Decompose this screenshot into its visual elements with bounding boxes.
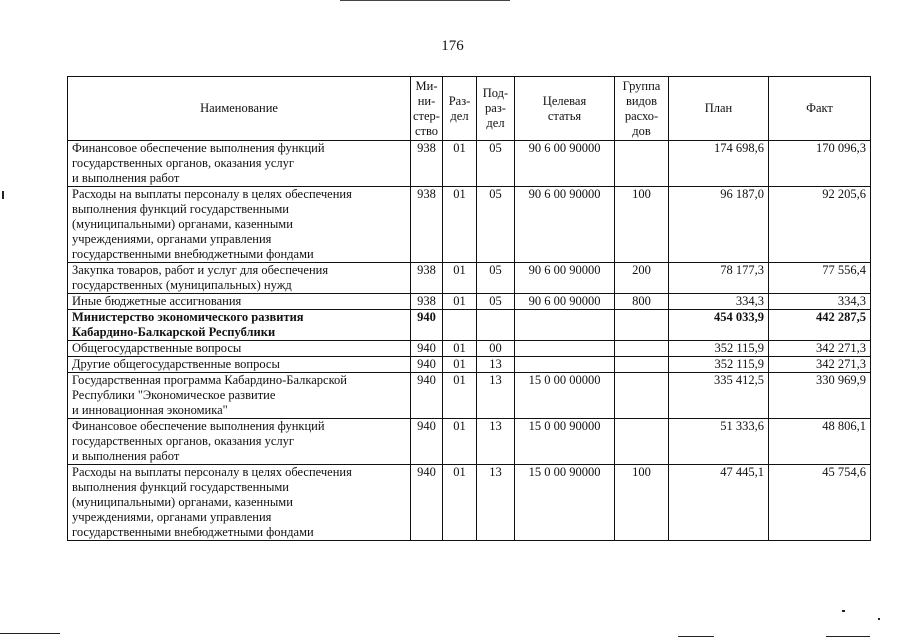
cell-plan: 335 412,5	[669, 373, 769, 419]
cell-fact: 45 754,6	[769, 465, 871, 541]
page-number: 176	[441, 38, 464, 54]
cell-plan: 78 177,3	[669, 263, 769, 294]
cell-fact: 48 806,1	[769, 419, 871, 465]
cell-ministry: 940	[411, 341, 443, 357]
cell-subsection: 05	[477, 141, 515, 187]
scan-top-rule	[340, 0, 510, 1]
cell-section: 01	[443, 373, 477, 419]
cell-expense-group: 200	[615, 263, 669, 294]
cell-section: 01	[443, 263, 477, 294]
header-subsection: Под- раз- дел	[477, 77, 515, 141]
cell-name: Закупка товаров, работ и услуг для обеспечения государственных (муниципальных) нужд	[68, 263, 411, 294]
cell-section: 01	[443, 187, 477, 263]
cell-ministry: 940	[411, 465, 443, 541]
cell-ministry: 938	[411, 263, 443, 294]
cell-expense-group	[615, 341, 669, 357]
cell-subsection: 05	[477, 294, 515, 310]
cell-section: 01	[443, 419, 477, 465]
header-plan: План	[669, 77, 769, 141]
cell-target-article: 15 0 00 90000	[515, 465, 615, 541]
cell-section: 01	[443, 465, 477, 541]
table-row	[68, 310, 871, 341]
cell-name: Финансовое обеспечение выполнения функций государственных органов, оказания услуг и выполнения работ	[68, 141, 411, 187]
cell-plan: 334,3	[669, 294, 769, 310]
cell-expense-group	[615, 419, 669, 465]
cell-target-article: 90 6 00 90000	[515, 187, 615, 263]
scan-speck	[842, 610, 845, 612]
cell-ministry: 940	[411, 310, 443, 341]
cell-fact: 77 556,4	[769, 263, 871, 294]
cell-plan: 352 115,9	[669, 341, 769, 357]
cell-fact: 170 096,3	[769, 141, 871, 187]
cell-target-article	[515, 310, 615, 341]
header-ministry: Ми- ни- стер- ство	[411, 77, 443, 141]
cell-target-article: 90 6 00 90000	[515, 294, 615, 310]
cell-name: Общегосударственные вопросы	[68, 341, 411, 357]
header-target-article: Целевая статья	[515, 77, 615, 141]
header-expense-group: Группа видов расхо- дов	[615, 77, 669, 141]
cell-subsection: 05	[477, 263, 515, 294]
cell-name: Иные бюджетные ассигнования	[68, 294, 411, 310]
cell-ministry: 938	[411, 294, 443, 310]
cell-name: Другие общегосударственные вопросы	[68, 357, 411, 373]
cell-ministry: 938	[411, 187, 443, 263]
table-header-row	[68, 77, 871, 141]
table-body	[68, 141, 871, 541]
cell-name: Расходы на выплаты персоналу в целях обеспечения выполнения функций государственными (муниципальными) органами, казенными учреждениями, органами управления государственными внебюджетными фондами	[68, 465, 411, 541]
header-fact: Факт	[769, 77, 871, 141]
scan-bottom-rule-mid	[678, 636, 714, 637]
cell-subsection	[477, 310, 515, 341]
cell-subsection: 13	[477, 373, 515, 419]
cell-target-article	[515, 357, 615, 373]
table-row	[68, 141, 871, 187]
cell-fact: 342 271,3	[769, 357, 871, 373]
cell-section	[443, 310, 477, 341]
scan-bottom-rule-left	[0, 633, 60, 634]
cell-section: 01	[443, 294, 477, 310]
cell-fact: 342 271,3	[769, 341, 871, 357]
cell-target-article: 90 6 00 90000	[515, 141, 615, 187]
cell-fact: 92 205,6	[769, 187, 871, 263]
table-row	[68, 294, 871, 310]
cell-target-article: 90 6 00 90000	[515, 263, 615, 294]
cell-section: 01	[443, 357, 477, 373]
scan-bottom-rule-right	[826, 636, 870, 637]
cell-target-article: 15 0 00 00000	[515, 373, 615, 419]
cell-expense-group: 800	[615, 294, 669, 310]
cell-expense-group: 100	[615, 465, 669, 541]
cell-expense-group	[615, 141, 669, 187]
budget-table	[67, 76, 871, 541]
cell-fact: 442 287,5	[769, 310, 871, 341]
table-row	[68, 187, 871, 263]
cell-plan: 454 033,9	[669, 310, 769, 341]
cell-section: 01	[443, 141, 477, 187]
table-row	[68, 373, 871, 419]
table-row	[68, 263, 871, 294]
cell-ministry: 940	[411, 357, 443, 373]
cell-expense-group	[615, 310, 669, 341]
header-section: Раз- дел	[443, 77, 477, 141]
scan-margin-mark	[2, 191, 4, 199]
cell-subsection: 05	[477, 187, 515, 263]
header-name: Наименование	[68, 77, 411, 141]
cell-ministry: 938	[411, 141, 443, 187]
cell-plan: 96 187,0	[669, 187, 769, 263]
cell-plan: 51 333,6	[669, 419, 769, 465]
table-row	[68, 341, 871, 357]
cell-fact: 334,3	[769, 294, 871, 310]
cell-target-article	[515, 341, 615, 357]
cell-plan: 47 445,1	[669, 465, 769, 541]
cell-name: Министерство экономического развития Кабардино-Балкарской Республики	[68, 310, 411, 341]
cell-subsection: 13	[477, 465, 515, 541]
cell-fact: 330 969,9	[769, 373, 871, 419]
cell-expense-group	[615, 357, 669, 373]
cell-name: Государственная программа Кабардино-Балкарской Республики "Экономическое развитие и инновационная экономика"	[68, 373, 411, 419]
cell-ministry: 940	[411, 419, 443, 465]
cell-target-article: 15 0 00 90000	[515, 419, 615, 465]
table-row	[68, 419, 871, 465]
cell-subsection: 13	[477, 357, 515, 373]
cell-section: 01	[443, 341, 477, 357]
cell-ministry: 940	[411, 373, 443, 419]
cell-expense-group: 100	[615, 187, 669, 263]
cell-name: Расходы на выплаты персоналу в целях обеспечения выполнения функций государственными (муниципальными) органами, казенными учреждениями, органами управления государственными внебюджетными фондами	[68, 187, 411, 263]
cell-plan: 352 115,9	[669, 357, 769, 373]
cell-subsection: 00	[477, 341, 515, 357]
cell-name: Финансовое обеспечение выполнения функций государственных органов, оказания услуг и выполнения работ	[68, 419, 411, 465]
table-row	[68, 357, 871, 373]
cell-subsection: 13	[477, 419, 515, 465]
cell-expense-group	[615, 373, 669, 419]
cell-plan: 174 698,6	[669, 141, 769, 187]
table-row	[68, 465, 871, 541]
scan-speck	[878, 618, 880, 620]
